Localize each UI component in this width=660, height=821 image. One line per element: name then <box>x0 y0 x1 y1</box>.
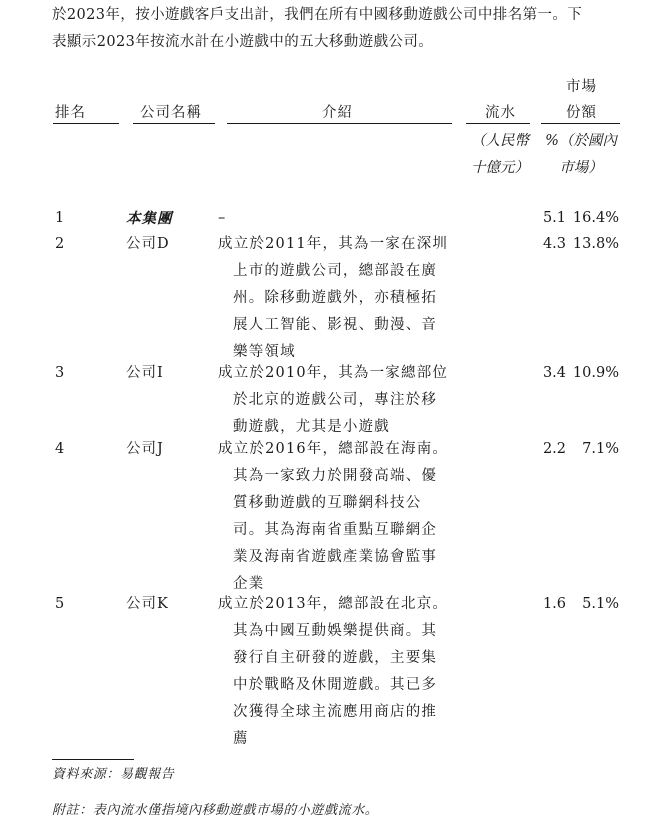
company-cell: 公司D <box>126 236 170 252</box>
intro-line-2: 表顯示2023年按流水計在小遊戲中的五大移動遊戲公司。 <box>52 34 434 50</box>
intro-line-1: 於2023年，按小遊戲客戶支出計，我們在所有中國移動遊戲公司中排名第一。下 <box>52 7 583 23</box>
share-cell: 5.1% <box>582 596 619 612</box>
unit-revenue-line-1: （人民幣 <box>471 133 529 149</box>
header-revenue: 流水 <box>485 105 516 121</box>
header-rule-share <box>541 123 620 124</box>
footnote: 附註：表內流水僅指境內移動遊戲市場的小遊戲流水。 <box>52 803 379 818</box>
header-rule-rank <box>53 123 119 124</box>
description-line: 州。除移動遊戲外，亦積極拓 <box>233 290 438 306</box>
header-rule-revenue <box>466 123 530 124</box>
description-cell <box>218 231 464 366</box>
description-cell <box>218 360 464 441</box>
header-rank: 排名 <box>55 105 86 121</box>
header-rule-company <box>133 123 215 124</box>
rank-cell: 1 <box>55 210 65 226</box>
header-share-line-1: 市場 <box>566 79 597 95</box>
company-cell: 公司K <box>126 596 169 612</box>
revenue-cell: 4.3 <box>542 236 566 252</box>
description-line: 樂等領域 <box>233 344 296 360</box>
description-line: 成立於2010年，其為一家總部位 <box>218 365 449 381</box>
intro-paragraph <box>52 2 652 56</box>
revenue-cell: 1.6 <box>542 596 566 612</box>
description-line: 其為一家致力於開發高端、優 <box>233 468 438 484</box>
description-line: 動遊戲，尤其是小遊戲 <box>233 419 390 435</box>
description-cell <box>218 205 464 232</box>
description-line: 質移動遊戲的互聯網科技公 <box>233 495 422 511</box>
header-company: 公司名稱 <box>140 105 202 121</box>
description-cell <box>218 436 464 598</box>
header-rule-intro <box>227 123 452 124</box>
description-line: 上市的遊戲公司，總部設在廣 <box>233 263 438 279</box>
header-intro: 介紹 <box>322 105 353 121</box>
description-line: 企業 <box>233 576 265 592</box>
company-cell: 公司I <box>126 365 164 381</box>
share-cell: 13.8% <box>572 236 619 252</box>
company-cell: 本集團 <box>126 210 173 227</box>
description-line: – <box>218 210 227 226</box>
description-line: 次獲得全球主流應用商店的推 <box>233 704 438 720</box>
description-line: 司。其為海南省重點互聯網企 <box>233 522 438 538</box>
description-line: 其為中國互動娛樂提供商。其 <box>233 623 438 639</box>
source-note: 資料來源：易觀報告 <box>52 767 175 782</box>
unit-share-line-1: %（於國內 <box>545 133 617 149</box>
description-line: 展人工智能、影視、動漫、音 <box>233 317 438 333</box>
revenue-cell: 3.4 <box>542 365 566 381</box>
description-line: 成立於2013年，總部設在北京。 <box>218 596 449 612</box>
description-line: 成立於2011年，其為一家在深圳 <box>218 236 449 252</box>
unit-revenue-line-2: 十億元） <box>471 160 529 176</box>
description-line: 薦 <box>233 731 249 747</box>
share-cell: 7.1% <box>582 441 619 457</box>
rank-cell: 5 <box>55 596 65 612</box>
share-cell: 10.9% <box>572 365 619 381</box>
description-line: 發行自主研發的遊戲，主要集 <box>233 650 438 666</box>
rank-cell: 2 <box>55 236 65 252</box>
unit-share-line-2: 市場） <box>559 160 603 176</box>
header-share-line-2: 份額 <box>566 105 597 121</box>
description-line: 中於戰略及休閒遊戲。其已多 <box>233 677 438 693</box>
revenue-cell: 2.2 <box>542 441 566 457</box>
share-cell: 16.4% <box>572 210 619 226</box>
revenue-cell: 5.1 <box>542 210 566 226</box>
rank-cell: 3 <box>55 365 65 381</box>
footnote-divider <box>52 759 134 760</box>
description-line: 成立於2016年，總部設在海南。 <box>218 441 449 457</box>
rank-cell: 4 <box>55 441 65 457</box>
description-line: 業及海南省遊戲產業協會監事 <box>233 549 438 565</box>
description-line: 於北京的遊戲公司，專注於移 <box>233 392 438 408</box>
company-cell: 公司J <box>126 441 164 457</box>
description-cell <box>218 591 464 753</box>
